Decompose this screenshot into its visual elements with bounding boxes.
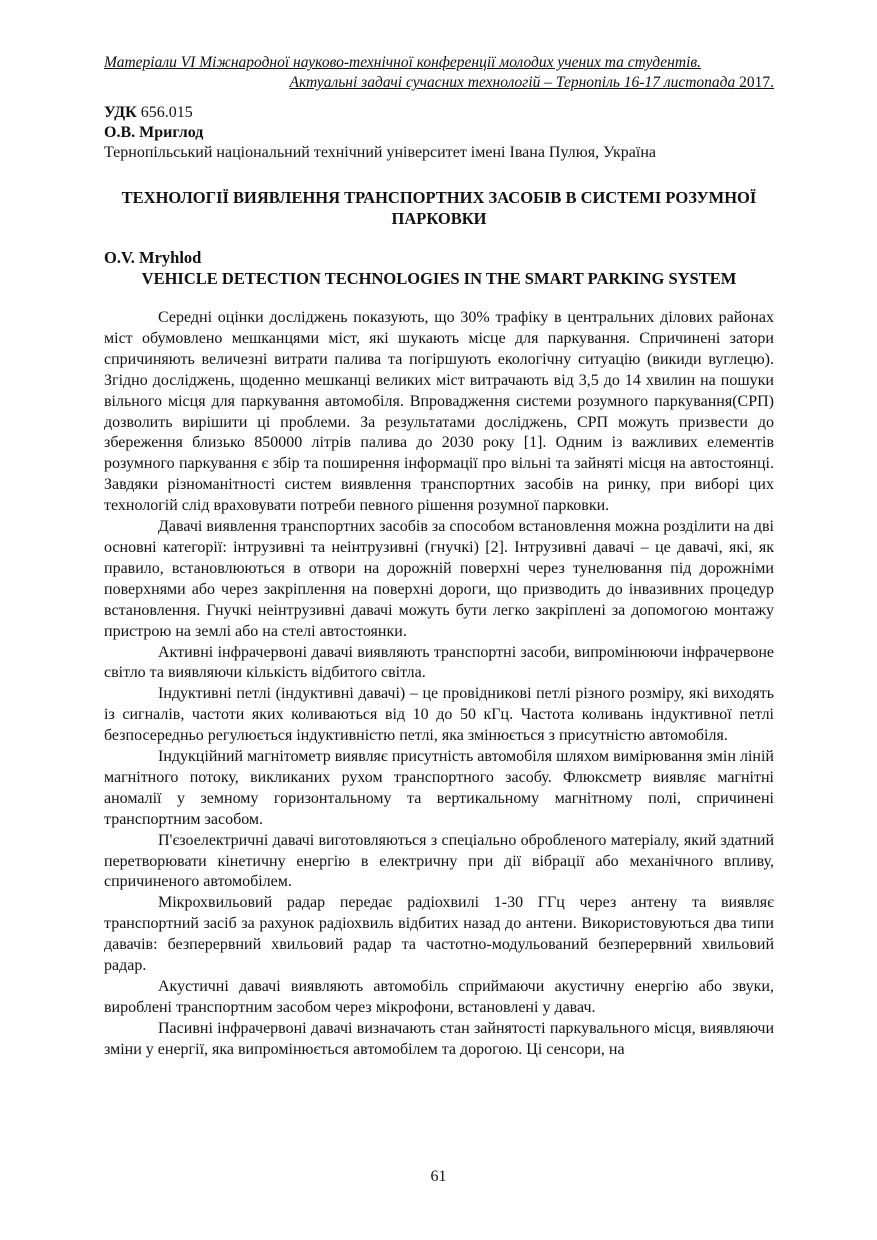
body-paragraph: Акустичні давачі виявляють автомобіль сприймаючи акустичну енергію або звуки, вироблені транспортним засобом через мікрофони, встановлені у давач. bbox=[104, 978, 774, 1016]
body-paragraph: Пасивні інфрачервоні давачі визначають стан зайнятості паркувального місця, виявляючи зміни у енергії, яка випромінюється автомобілем та дорогою. Ці сенсори, на bbox=[104, 1019, 774, 1058]
english-heading bbox=[104, 247, 774, 289]
body-paragraph: Мікрохвильовий радар передає радіохвилі 1-30 ГГц через антену та виявляє транспортний засіб за рахунок радіохвиль відбитих назад до антени. Використовуються два типи давачів: безперервний хвильовий радар та частотно-модульований безперервний хвильовий радар. bbox=[104, 894, 774, 975]
author-name: О.В. Мриглод bbox=[104, 124, 204, 141]
body-paragraph: П'єзоелектричні давачі виготовляються з спеціально обробленого матеріалу, який здатний перетворювати кінетичну енергію в електричну при дії вібрації або механічного впливу, спричиненого автомобілем. bbox=[104, 831, 774, 891]
body-paragraph: Середні оцінки досліджень показують, що 30% трафіку в центральних ділових районах міст обумовлено мешканцями міст, які шукають місце для паркування. Спричинені затори спричиняють величезні витрати палива та погіршують екологічну ситуацію (викиди вуглецю). Згідно досліджень, щоденно мешканці великих міст витрачають від 3,5 до 14 хвилин на пошуки вільного місця для паркування автомобіля. Впровадження системи розумного паркування(СРП) дозволить вирішити ці проблеми. За результатами досліджень, СРП можуть призвести до збереження близько 850000 літрів палива до 2030 року [1]. Одним із важливих елементів розумного паркування є збір та поширення інформації про вільні та зайняті місця на автостоянці. Завдяки різноманітності систем виявлення транспортних засобів на ринку, при виборі цих технологій слід враховувати потреби певного рішення розумної парковки. bbox=[104, 309, 774, 515]
page-number: 61 bbox=[430, 1168, 447, 1185]
article-title-en: VEHICLE DETECTION TECHNOLOGIES IN THE SMART PARKING SYSTEM bbox=[141, 269, 737, 288]
body-paragraph: Давачі виявлення транспортних засобів за способом встановлення можна розділити на дві основні категорії: інтрузивні та неінтрузивні (гнучкі) [2]. Інтрузивні давачі – це давачі, які, як правило, встановлюються в отвори на дорожній поверхні через тунелювання під дорожніми поверхнями або через закріплення на поверхні дороги, що призводить до інвазивних процедур встановлення. Гнучкі неінтрузивні давачі можуть бути легко закріплені за допомогою монтажу пристрою на землі або на стелі автостоянки. bbox=[104, 518, 774, 640]
article-body bbox=[104, 308, 774, 1061]
body-paragraph: Індуктивні петлі (індуктивні давачі) – це провідникові петлі різного розміру, які виходять із сигналів, частоти яких коливаються від 10 до 50 кГц. Частота коливань індуктивної петлі безпосередньо регулюється індуктивністю петлі, яка змінюється з присутністю автомобіля. bbox=[104, 685, 774, 745]
running-header-conference: Актуальні задачі сучасних технологій – Тернопіль 16-17 листопада bbox=[289, 74, 736, 91]
running-header-line-2 bbox=[104, 73, 774, 93]
running-header-year: 2017. bbox=[739, 74, 774, 91]
body-paragraph: Активні інфрачервоні давачі виявляють транспортні засоби, випромінюючи інфрачервоне світло та виявляючи кількість відбитого світла. bbox=[104, 643, 774, 682]
article-title-ua: ТЕХНОЛОГІЇ ВИЯВЛЕННЯ ТРАНСПОРТНИХ ЗАСОБІВ В СИСТЕМІ РОЗУМНОЇ ПАРКОВКИ bbox=[121, 188, 757, 228]
running-header bbox=[104, 53, 774, 93]
udc-value: 656.015 bbox=[140, 104, 193, 121]
article-meta bbox=[104, 103, 774, 163]
body-paragraph: Індукційний магнітометр виявляє присутність автомобіля шляхом вимірювання змін ліній магнітного потоку, викликаних рухом транспортного засобу. Флюксметр виявляє магнітні аномалії у земному горизонтальному та вертикальному магнітному полі, спричинені транспортним засобом. bbox=[104, 748, 774, 828]
udc-label: УДК bbox=[104, 104, 137, 121]
author-name-en: O.V. Mryhlod bbox=[104, 248, 202, 267]
author-affiliation: Тернопільський національний технічний університет імені Івана Пулюя, Україна bbox=[104, 144, 656, 161]
udc-line bbox=[104, 103, 774, 123]
running-header-line-1: Матеріали VI Міжнародної науково-технічної конференції молодих учених та студентів. bbox=[104, 54, 701, 71]
